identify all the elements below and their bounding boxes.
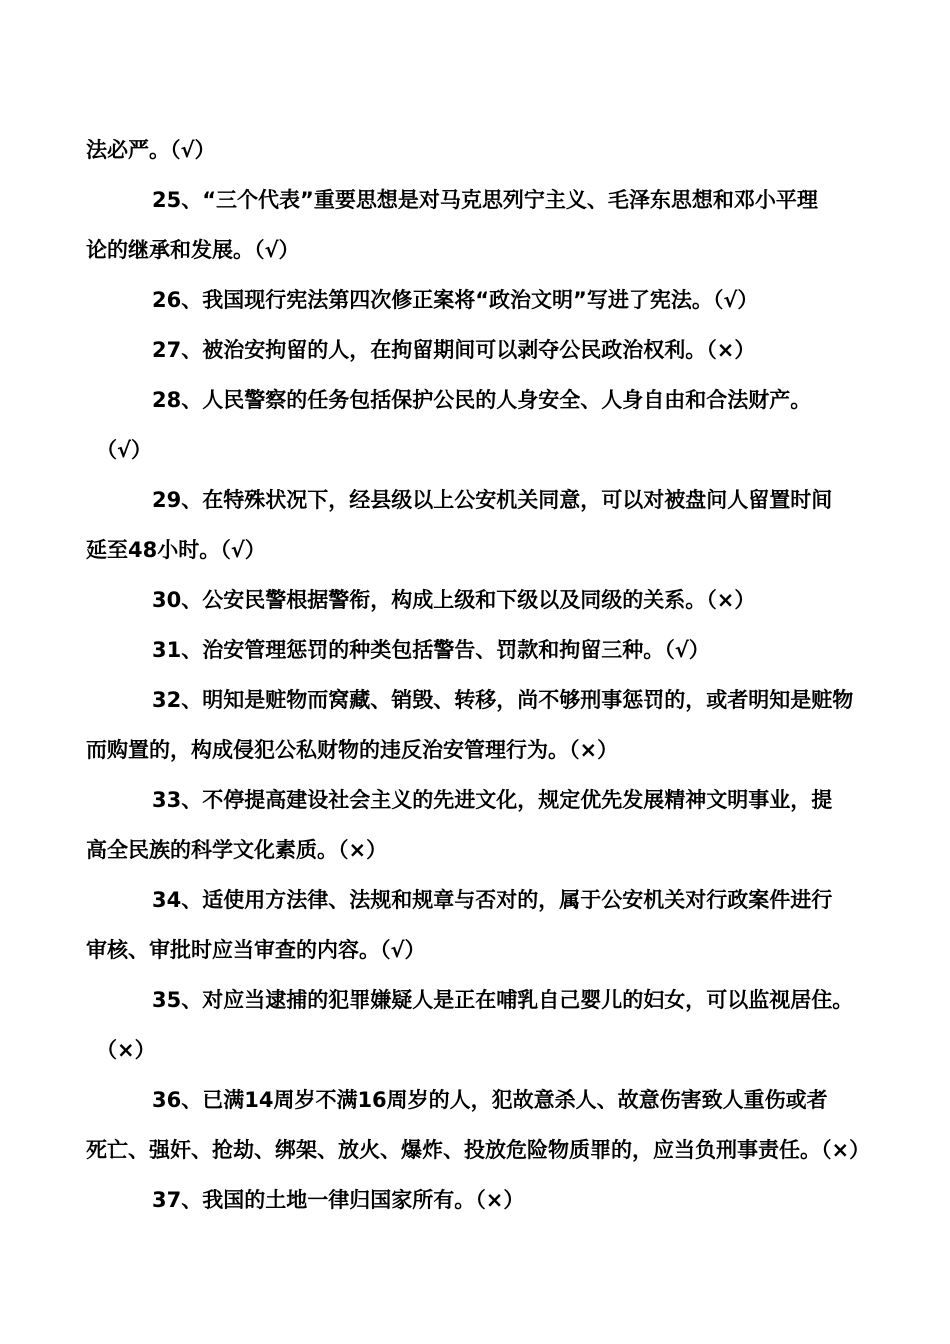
question-35-line-2: （×）	[96, 1038, 156, 1062]
question-33-line-1: 33、不停提高建设社会主义的先进文化，规定优先发展精神文明事业，提	[152, 788, 833, 812]
question-30: 30、公安民警根据警衔，构成上级和下级以及同级的关系。（×）	[152, 588, 756, 612]
question-35-line-1: 35、对应当逮捕的犯罪嫌疑人是正在哺乳自己婴儿的妇女，可以监视居住。	[152, 988, 854, 1012]
question-25-line-2: 论的继承和发展。（√）	[86, 238, 300, 262]
question-33-line-2: 高全民族的科学文化素质。（×）	[86, 838, 388, 862]
text-line: 法必严。（√）	[86, 138, 216, 162]
question-34-line-2: 审核、审批时应当审查的内容。（√）	[86, 938, 426, 962]
question-28-line-2: （√）	[96, 438, 153, 462]
question-36-line-1: 36、已满14周岁不满16周岁的人，犯故意杀人、故意伤害致人重伤或者	[152, 1088, 828, 1112]
question-27: 27、被治安拘留的人，在拘留期间可以剥夺公民政治权利。（×）	[152, 338, 756, 362]
question-36-line-2: 死亡、强奸、抢劫、绑架、放火、爆炸、投放危险物质罪的，应当负刑事责任。（×）	[86, 1138, 871, 1162]
question-32-line-2: 而购置的，构成侵犯公私财物的违反治安管理行为。（×）	[86, 738, 619, 762]
question-28-line-1: 28、人民警察的任务包括保护公民的人身安全、人身自由和合法财产。	[152, 388, 812, 412]
question-29-line-1: 29、在特殊状况下，经县级以上公安机关同意，可以对被盘问人留置时间	[152, 488, 833, 512]
question-34-line-1: 34、适使用方法律、法规和规章与否对的，属于公安机关对行政案件进行	[152, 888, 833, 912]
question-37: 37、我国的土地一律归国家所有。（×）	[152, 1188, 525, 1212]
question-29-line-2: 延至48小时。（√）	[86, 538, 266, 562]
question-25-line-1: 25、“三个代表”重要思想是对马克思列宁主义、毛泽东思想和邓小平理	[152, 188, 818, 212]
question-31: 31、治安管理惩罚的种类包括警告、罚款和拘留三种。（√）	[152, 638, 710, 662]
question-32-line-1: 32、明知是赃物而窝藏、销毁、转移，尚不够刑事惩罚的，或者明知是赃物	[152, 688, 854, 712]
question-26: 26、我国现行宪法第四次修正案将“政治文明”写进了宪法。（√）	[152, 288, 759, 312]
